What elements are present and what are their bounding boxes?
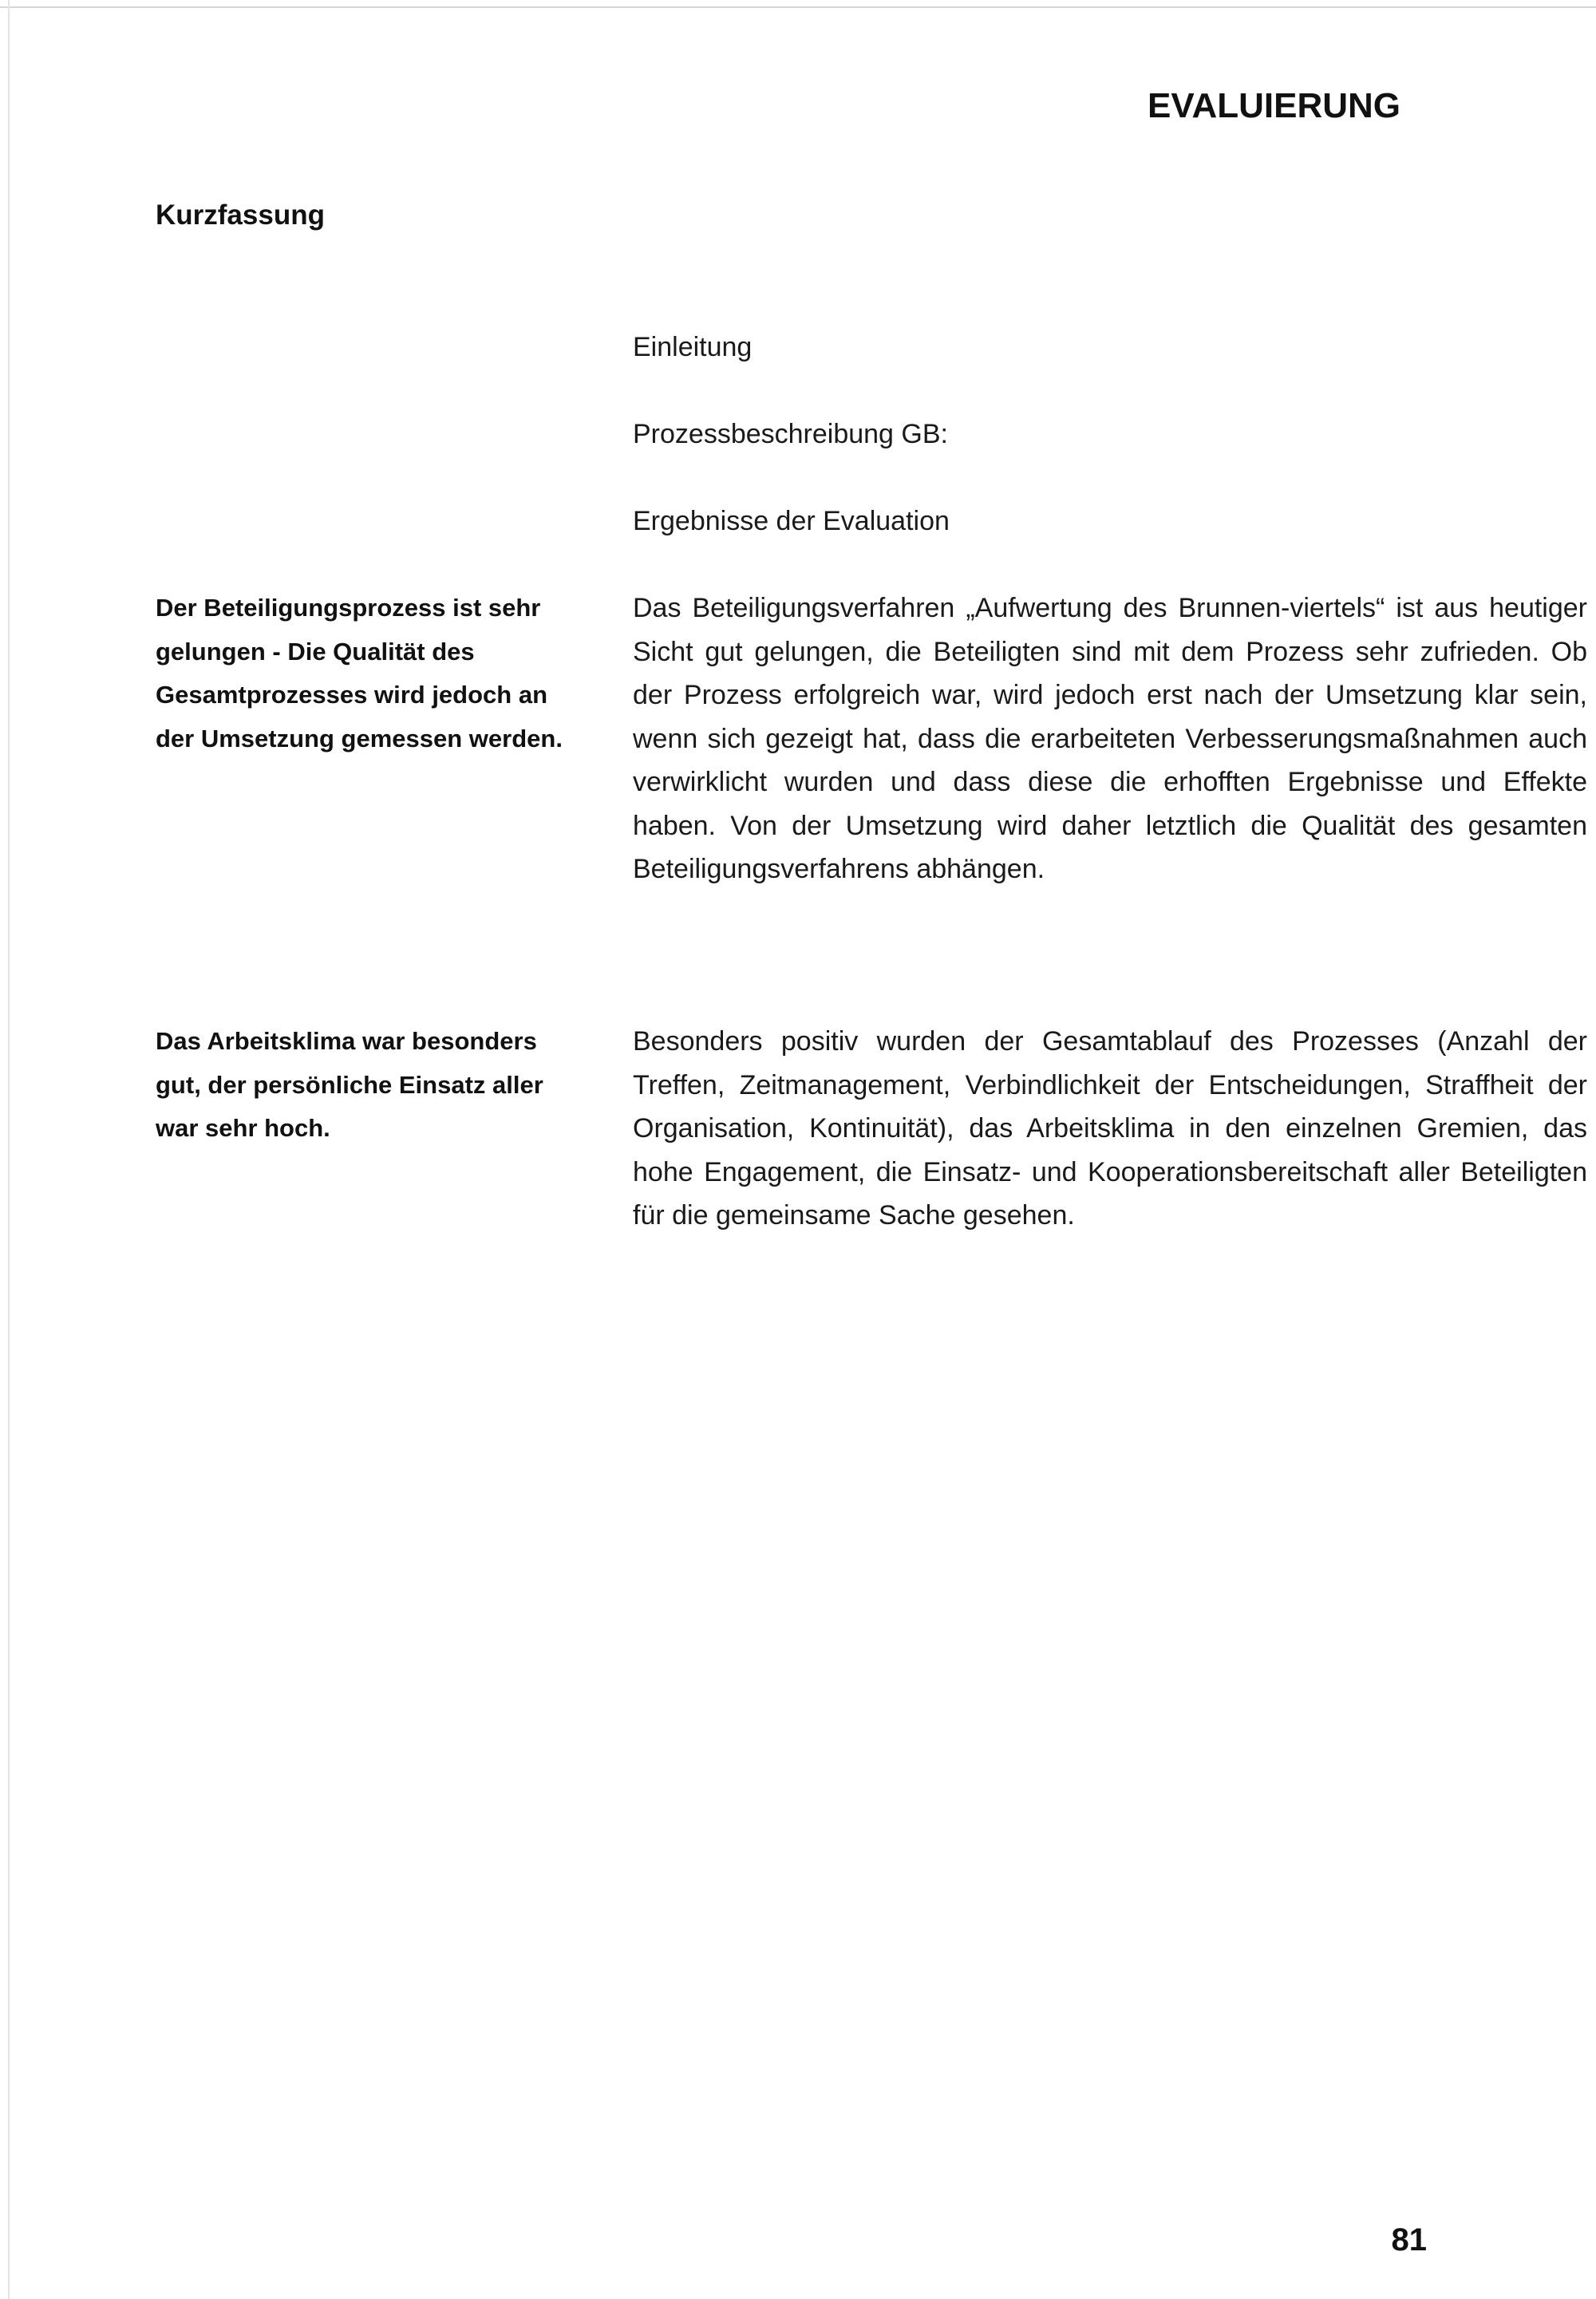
- scan-edge-top: [0, 6, 1596, 8]
- page-number: 81: [1391, 2222, 1427, 2258]
- body-paragraph: Besonders positiv wurden der Gesamtablauf des Prozesses (Anzahl der Treffen, Zeitmanagement, Verbindlichkeit der Entscheidungen, Straffheit der Organisation, Kontinuität), das Arbeitsklima in den einzelnen Gremien, das hohe Engagement, die Einsatz- und Kooperationsbereitschaft aller Beteiligten für die gemeinsame Sache gesehen.: [633, 1026, 1587, 1230]
- margin-note: Das Arbeitsklima war besonders gut, der persönliche Einsatz aller war sehr hoch.: [156, 1027, 543, 1142]
- summary-heading: Kurzfassung: [156, 199, 325, 231]
- contents-item-process-description: Prozessbeschreibung GB:: [633, 419, 948, 449]
- section-header: EVALUIERUNG: [1148, 86, 1400, 125]
- scan-edge-left: [8, 0, 10, 2299]
- contents-item-introduction: Einleitung: [633, 332, 753, 362]
- contents-list: [633, 327, 1431, 588]
- body-paragraph: Das Beteiligungsverfahren „Aufwertung des Brunnen-viertels“ ist aus heutiger Sicht gut gelungen, die Beteiligten sind mit dem Prozess sehr zufrieden. Ob der Prozess erfolgreich war, wird jedoch erst nach der Umsetzung klar sein, wenn sich gezeigt hat, dass die erarbeiteten Verbesserungsmaßnahmen auch verwirklicht wurden und dass diese die erhofften Ergebnisse und Effekte haben. Von der Umsetzung wird daher letztlich die Qualität des gesamten Beteiligungsverfahrens abhängen.: [633, 593, 1587, 884]
- contents-item-evaluation-results: Ergebnisse der Evaluation: [633, 506, 950, 536]
- margin-note: Der Beteiligungsprozess ist sehr gelungen - Die Qualität des Gesamtprozesses wird jedoch an der Umsetzung gemessen werden.: [156, 594, 563, 753]
